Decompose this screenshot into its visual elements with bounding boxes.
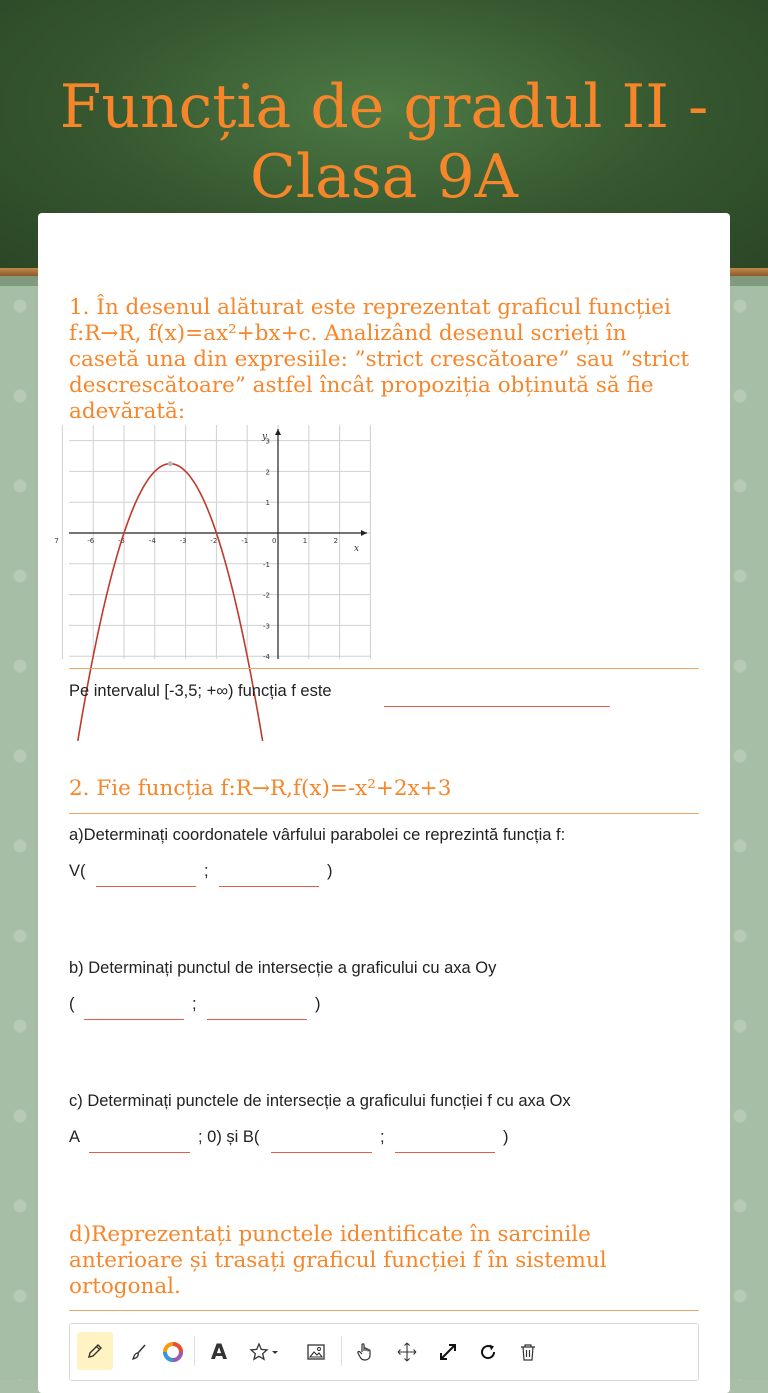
y-axis-arrow <box>275 429 281 435</box>
x-tick-label: -6 <box>87 537 95 545</box>
x-tick-label: 2 <box>333 537 339 545</box>
point-a-x-field[interactable] <box>89 1151 190 1153</box>
x-tick-label: -1 <box>241 537 249 545</box>
question-2c-text: c) Determinați punctele de intersecție a graficului funcției f cu axa Ox <box>69 1092 571 1110</box>
vertex-point <box>168 461 173 466</box>
hand-icon[interactable] <box>349 1336 381 1368</box>
vertex-x-field[interactable] <box>96 885 196 887</box>
y-tick-label: 2 <box>265 468 270 477</box>
separator: ; <box>204 862 209 880</box>
pencil-icon[interactable] <box>77 1332 113 1370</box>
brush-icon[interactable] <box>123 1336 155 1368</box>
color-picker-icon[interactable] <box>157 1336 189 1368</box>
x-tick-label: 0 <box>272 537 277 545</box>
question-1-text: 1. În desenul alăturat este reprezentat graficul funcției f:R→R, f(x)=ax²+bx+c. Analizând desenul scrieți în casetă una din expresiile: ”strict crescătoare” sau ”strict descrescătoare” astfel încât propoziția obținută să fie adevărată: <box>69 295 690 424</box>
oy-x-field[interactable] <box>84 1018 184 1020</box>
closing-paren: ) <box>327 862 333 880</box>
graph-axes <box>69 429 367 662</box>
vertex-prefix: V( <box>69 862 86 880</box>
question-2a-text: a)Determinați coordonatele vârfului parabolei ce reprezintă funcția f: <box>69 826 566 844</box>
x-tick-label: 1 <box>302 537 308 545</box>
parabola-graph <box>54 425 371 662</box>
question-2-title: 2. Fie funcția f:R→R,f(x)=-x²+2x+3 <box>69 776 452 801</box>
oy-prefix: ( <box>69 995 75 1013</box>
y-axis-label: y <box>262 432 268 442</box>
point-a-prefix: A <box>69 1128 81 1146</box>
x-tick-label: -2 <box>210 537 218 545</box>
vertex-y-field[interactable] <box>219 885 319 887</box>
image-icon[interactable] <box>300 1336 332 1368</box>
x-tick-label: 7 <box>54 537 59 545</box>
point-b-x-field[interactable] <box>271 1151 372 1153</box>
x-tick-label: -4 <box>148 537 156 545</box>
toolbar-separator <box>341 1336 342 1366</box>
closing-paren: ) <box>503 1128 509 1146</box>
separator: ; <box>380 1128 385 1146</box>
y-tick-label: -2 <box>263 591 270 600</box>
y-tick-label: -4 <box>263 653 270 662</box>
x-axis-arrow <box>361 530 367 536</box>
page-title: Funcția de gradul II - Clasa 9A <box>59 72 709 212</box>
drawing-toolbar <box>69 1323 699 1381</box>
divider <box>69 668 699 669</box>
x-tick-label: -3 <box>179 537 187 545</box>
question-2b-text: b) Determinați punctul de intersecție a graficului cu axa Oy <box>69 959 497 977</box>
x-axis-label: x <box>354 544 360 554</box>
y-tick-label: 3 <box>265 437 270 446</box>
toolbar-separator <box>194 1336 195 1366</box>
redo-icon[interactable] <box>472 1336 504 1368</box>
expand-icon[interactable] <box>432 1336 464 1368</box>
question-1-statement: Pe intervalul [-3,5; +∞) funcția f este <box>69 682 332 700</box>
x-tick-label: -5 <box>118 537 125 545</box>
divider <box>69 813 699 814</box>
divider <box>69 1310 699 1311</box>
closing-paren: ) <box>315 995 321 1013</box>
shape-star-icon[interactable] <box>246 1336 286 1368</box>
trash-icon[interactable] <box>512 1336 544 1368</box>
point-b-y-field[interactable] <box>395 1151 495 1153</box>
oy-y-field[interactable] <box>207 1018 307 1020</box>
separator: ; <box>192 995 197 1013</box>
text-icon[interactable]: A <box>210 1340 228 1364</box>
y-tick-label: -1 <box>263 560 270 569</box>
move-icon[interactable] <box>391 1336 423 1368</box>
y-tick-label: -3 <box>263 622 270 631</box>
answer-field-monotony[interactable] <box>384 705 610 707</box>
point-b-prefix: ; 0) și B( <box>198 1128 260 1146</box>
question-2d-text: d)Reprezentați punctele identificate în sarcinile anterioare și trasați graficul funcției f în sistemul ortogonal. <box>69 1222 607 1299</box>
y-tick-label: 1 <box>265 499 270 508</box>
